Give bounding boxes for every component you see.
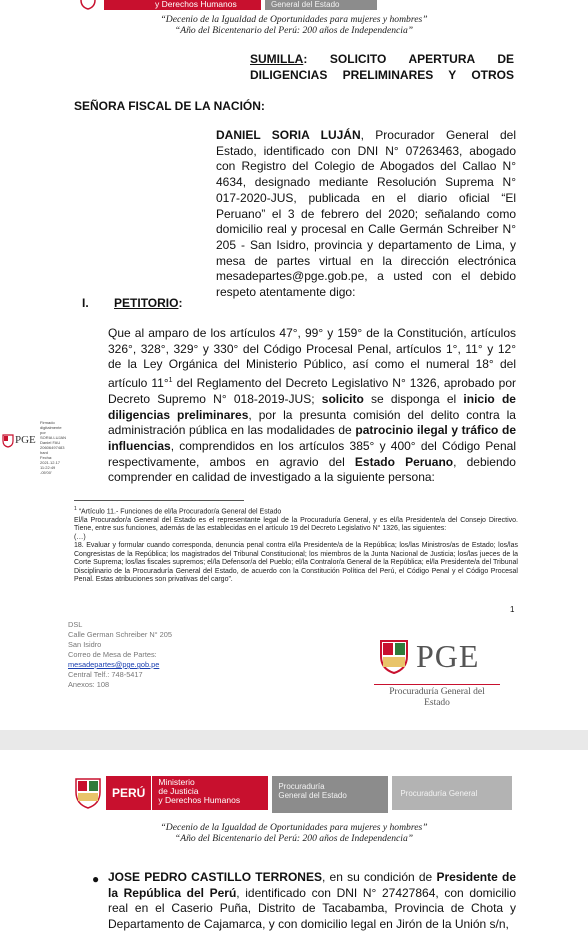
- author-name: DANIEL SORIA LUJÁN: [216, 128, 361, 142]
- footnote-paragraph-1: El/la Procurador/a General del Estado es el representante legal de la Procuraduría General, y es el/la Presidente/a del Consejo Directivo. Tiene, entre sus funciones, además de las establecidas en el artículo 19 del Decreto Legislativo N° 1326, las siguientes:: [74, 516, 518, 533]
- signature-line: digitalmente por: [40, 425, 62, 435]
- procuraduria-box: [272, 776, 388, 813]
- pge-footer-logo: [372, 632, 502, 712]
- sumilla-line-2: DILIGENCIAS PRELIMINARES Y OTROS: [250, 68, 514, 82]
- footnote: [74, 505, 518, 585]
- signature-logo-text: PGE: [15, 434, 36, 446]
- ministry-line: de Justicia: [158, 786, 199, 796]
- top-header: [78, 0, 377, 10]
- signature-line: 20606497483 hard: [40, 445, 65, 455]
- section-heading: [82, 296, 182, 310]
- pge-logo-text: PGE: [416, 638, 480, 674]
- footnote-separator: [74, 500, 244, 501]
- sumilla-label: SUMILLA: [250, 52, 304, 66]
- procuraduria-line: General del Estado: [271, 0, 340, 9]
- signature-line: SORIA LUJAN: [40, 435, 67, 440]
- logo-divider: [374, 684, 500, 685]
- petitorio-text-1: Que al amparo de los artículos 47°, 99° y 159° de la Constitución, artículos 326°, 328°, 329° y 330° del Código Procesal Penal, artículos 1°, 11° y 12° de la Ley Orgánica del Ministerio Público, así como el numeral 18° del artículo 11°: [108, 326, 516, 391]
- investigado-role: Presidente de la República del Perú: [108, 870, 517, 900]
- petitorio-bold-2: inicio de diligencias preliminares: [108, 391, 516, 422]
- pge-coat-of-arms-icon: [378, 638, 410, 676]
- section-title: PETITORIO: [114, 296, 179, 310]
- peru-label: PERÚ: [106, 776, 151, 810]
- motto-line-1: “Decenio de la Igualdad de Oportunidades para mujeres y hombres”: [160, 14, 428, 25]
- ministry-line: Ministerio: [158, 777, 195, 787]
- footer-line: Correo de Mesa de Partes:: [68, 650, 157, 659]
- peru-box: [104, 0, 149, 10]
- investigado-name: JOSE PEDRO CASTILLO TERRONES: [108, 870, 322, 884]
- petitorio-bold-1: solicito: [321, 391, 364, 406]
- motto-line-1: “Decenio de la Igualdad de Oportunidades para mujeres y hombres”: [160, 822, 428, 833]
- investigado-paragraph: [108, 870, 516, 933]
- signature-line: Fecha: 2021.12.17: [40, 455, 61, 465]
- second-page-header: [74, 776, 512, 810]
- signature-line: Daniel FAU: [40, 440, 61, 445]
- procuraduria-box: [265, 0, 377, 10]
- page-separator: [0, 730, 588, 750]
- petitorio-bold-4: Estado Peruano: [354, 454, 454, 469]
- peru-coat-of-arms-icon: [78, 0, 98, 10]
- signature-details: [40, 420, 68, 475]
- procuraduria-general-box: Procuraduría General: [392, 776, 512, 810]
- petitorio-bold-3: patrocinio ilegal y tráfico de influencias: [108, 423, 517, 453]
- footnote-marker: 1: [74, 506, 77, 512]
- motto-line-2: “Año del Bicentenario del Perú: 200 años de Independencia”: [174, 25, 414, 36]
- footer-line: DSL: [68, 620, 83, 629]
- signature-line: 11:22:49 -05'00': [40, 465, 56, 475]
- procuraduria-line: General del Estado: [278, 791, 347, 800]
- motto-second-page: [0, 822, 588, 844]
- ministry-box: [151, 776, 268, 810]
- footnote-ellipsis: (…): [74, 533, 86, 541]
- logo-caption: [372, 687, 502, 709]
- sumilla-line-1: : SOLICITO APERTURA DE: [303, 52, 514, 66]
- petitorio-text-5: , comprendidos en los artículos 385° y 400° del Código Penal respectivamente, ambos en agravio del: [108, 438, 516, 469]
- investigado-text-1: , en su condición de: [321, 870, 437, 884]
- motto: [0, 14, 588, 36]
- peru-coat-of-arms-icon: [74, 776, 102, 810]
- ministry-box: [149, 0, 261, 10]
- footer-line: Calle German Schreiber N° 205: [68, 630, 173, 639]
- petitorio-text-2: del Reglamento del Decreto Legislativo N° 1326, aprobado por Decreto Supremo N° 018-2019-JUS;: [108, 376, 516, 406]
- investigado-text-2: , identificado con DNI N° 27427864, con domicilio real en el Caserio Puña, Distrito de Tacabamba, Provincia de Chota y Departamento de Cajamarca, y con domicilio legal en Jirón de la Unión s/n,: [108, 885, 516, 932]
- addressee: SEÑORA FISCAL DE LA NACIÓN:: [74, 99, 265, 113]
- footnote-ref[interactable]: 1: [168, 377, 173, 385]
- petitorio-text-3: se disponga el: [363, 391, 464, 406]
- petitorio-paragraph: [108, 326, 516, 486]
- digital-signature-stamp: [2, 420, 68, 475]
- footer-email-link[interactable]: mesadepartes@pge.gob.pe: [68, 660, 160, 669]
- petitorio-text-6: , debiendo comprender en calidad de investigado a la siguiente persona:: [108, 454, 516, 485]
- logo-caption-line-2: Estado: [424, 698, 450, 708]
- page-number: 1: [510, 605, 515, 614]
- footnote-title: “Artículo 11.- Funciones de el/la Procurador/a General del Estado: [76, 508, 282, 516]
- footer-line: Anexos: 108: [68, 680, 110, 689]
- section-colon: :: [178, 296, 183, 310]
- footer-line: Central Telf.: 748-5417: [68, 670, 143, 679]
- bullet-icon: ●: [92, 872, 100, 886]
- motto-line-2: “Año del Bicentenario del Perú: 200 años de Independencia”: [174, 833, 414, 844]
- footnote-paragraph-2: 18. Evaluar y formular cuando corresponda, denuncia penal contra el/la Presidente/a de la República; los/las Ministros/as de Estado; los/las Congresistas de la República; los magistrados del Tribunal Constitucional; los miembros de la Junta Nacional de Justicia; los/las jueces de la Corte Suprema; los/las fiscales supremos; el/la Defensor/a del Pueblo; el/la Contralor/a General de la República; el/la Presidente/a del Tribunal Disciplinario de la Procuraduría General del Estado, de acuerdo con la Constitución Política del Perú, el Código Penal y el Código Procesal Penal. Estas atribuciones son privativas del cargo”.: [74, 542, 518, 584]
- intro-text: , Procurador General del Estado, identificado con DNI N° 07263463, abogado con Registro del Colegio de Abogados del Callao N° 4634, designado mediante Resolución Suprema N° 017-2020-JUS, publicada en el diario oficial “El Peruano” el 3 de febrero del 2020; señalando como domicilio real y procesal en Calle Germán Schreiber N° 205 - San Isidro, provincia y departamento de Lima, y mesa de partes virtual en la dirección electrónica mesadepartes@pge.gob.pe, a usted con el debido respeto atentamente digo:: [216, 128, 516, 300]
- signature-logo: [2, 432, 38, 462]
- petitorio-text-4: , por la presunta comisión del delito contra la administración pública en las modalidades de: [108, 407, 516, 438]
- footer-line: San Isidro: [68, 640, 102, 649]
- logo-caption-line-1: Procuraduría General del: [389, 687, 485, 697]
- procuraduria-line: Procuraduría: [278, 782, 325, 791]
- intro-paragraph: [216, 128, 516, 301]
- footer-contact: [68, 620, 172, 690]
- pge-shield-icon: [2, 434, 14, 448]
- ministry-line: y Derechos Humanos: [155, 0, 237, 9]
- section-numeral: I.: [82, 296, 89, 310]
- sumilla: [250, 51, 514, 83]
- ministry-line: y Derechos Humanos: [158, 795, 241, 805]
- signature-line: Firmado: [40, 420, 55, 425]
